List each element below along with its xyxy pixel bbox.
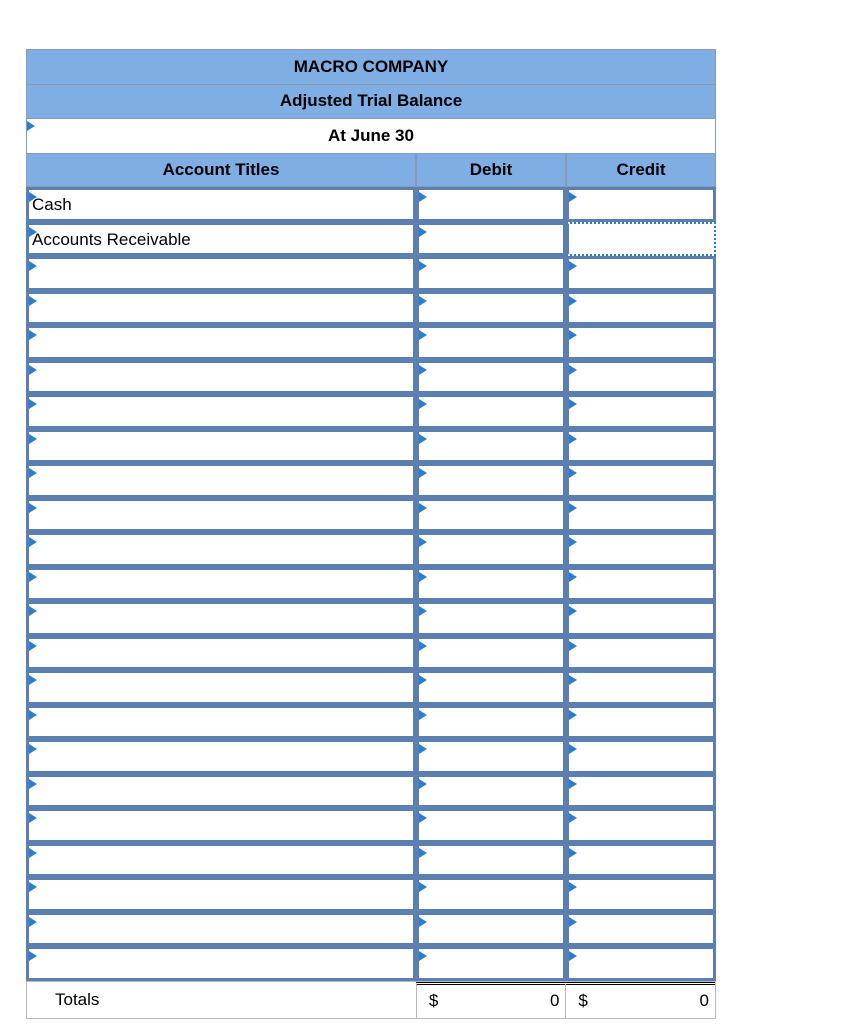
dropdown-arrow-icon bbox=[569, 813, 577, 823]
credit-cell[interactable] bbox=[566, 705, 716, 740]
dropdown-arrow-icon bbox=[569, 675, 577, 685]
dropdown-arrow-icon bbox=[569, 606, 577, 616]
table-row bbox=[26, 636, 716, 671]
dropdown-arrow-icon bbox=[29, 848, 37, 858]
statement-date bbox=[26, 118, 716, 153]
account-cell[interactable] bbox=[26, 877, 416, 912]
table-row bbox=[26, 567, 716, 602]
credit-cell[interactable] bbox=[566, 670, 716, 705]
dropdown-arrow-icon bbox=[29, 572, 37, 582]
account-titles-header: Account Titles bbox=[26, 153, 416, 188]
dropdown-arrow-icon bbox=[419, 813, 427, 823]
debit-cell[interactable] bbox=[416, 843, 566, 878]
credit-cell[interactable] bbox=[566, 601, 716, 636]
dropdown-arrow-icon bbox=[569, 330, 577, 340]
dropdown-arrow-icon bbox=[419, 882, 427, 892]
debit-cell[interactable] bbox=[416, 429, 566, 464]
table-row bbox=[26, 360, 716, 395]
credit-cell[interactable] bbox=[566, 394, 716, 429]
account-cell[interactable] bbox=[26, 946, 416, 981]
debit-cell[interactable] bbox=[416, 877, 566, 912]
trial-balance-sheet bbox=[26, 49, 716, 1019]
dropdown-arrow-icon bbox=[419, 227, 427, 237]
credit-cell[interactable] bbox=[566, 463, 716, 498]
credit-total-value: 0 bbox=[699, 991, 709, 1010]
dropdown-arrow-icon bbox=[29, 468, 37, 478]
dropdown-arrow-icon bbox=[29, 917, 37, 927]
debit-cell[interactable] bbox=[416, 187, 566, 222]
table-row bbox=[26, 912, 716, 947]
dropdown-arrow-icon bbox=[569, 572, 577, 582]
dropdown-arrow-icon bbox=[419, 641, 427, 651]
debit-cell[interactable] bbox=[416, 291, 566, 326]
debit-total-currency: $ bbox=[428, 991, 439, 1010]
debit-cell[interactable] bbox=[416, 808, 566, 843]
dropdown-arrow-icon bbox=[29, 261, 37, 271]
debit-cell[interactable] bbox=[416, 222, 566, 257]
table-row bbox=[26, 739, 716, 774]
dropdown-arrow-icon bbox=[419, 434, 427, 444]
dropdown-arrow-icon bbox=[419, 468, 427, 478]
dropdown-arrow-icon bbox=[569, 365, 577, 375]
dropdown-arrow-icon bbox=[419, 917, 427, 927]
dropdown-arrow-icon bbox=[419, 744, 427, 754]
dropdown-arrow-icon bbox=[419, 606, 427, 616]
table-row bbox=[26, 256, 716, 291]
dropdown-arrow-icon bbox=[569, 399, 577, 409]
credit-cell[interactable] bbox=[566, 429, 716, 464]
credit-cell[interactable] bbox=[566, 739, 716, 774]
dropdown-arrow-icon bbox=[569, 192, 577, 202]
debit-cell[interactable] bbox=[416, 670, 566, 705]
debit-total-value: 0 bbox=[549, 991, 560, 1010]
dropdown-arrow-icon bbox=[29, 744, 37, 754]
credit-cell[interactable] bbox=[566, 774, 716, 809]
dropdown-arrow-icon bbox=[419, 572, 427, 582]
account-value: Accounts Receivable bbox=[32, 229, 191, 249]
credit-cell[interactable] bbox=[566, 877, 716, 912]
dropdown-arrow-icon bbox=[419, 261, 427, 271]
table-row bbox=[26, 670, 716, 705]
dropdown-arrow-icon bbox=[29, 537, 37, 547]
debit-cell[interactable] bbox=[416, 360, 566, 395]
account-cell[interactable] bbox=[26, 636, 416, 671]
dropdown-arrow-icon bbox=[419, 365, 427, 375]
table-row bbox=[26, 394, 716, 429]
debit-cell[interactable] bbox=[416, 739, 566, 774]
column-header-row bbox=[26, 153, 716, 188]
account-cell[interactable] bbox=[26, 222, 416, 257]
table-row bbox=[26, 774, 716, 809]
account-cell[interactable] bbox=[26, 325, 416, 360]
table-row bbox=[26, 498, 716, 533]
dropdown-arrow-icon bbox=[29, 399, 37, 409]
credit-cell[interactable] bbox=[566, 256, 716, 291]
dropdown-arrow-icon bbox=[419, 779, 427, 789]
account-cell[interactable] bbox=[26, 463, 416, 498]
debit-cell[interactable] bbox=[416, 256, 566, 291]
totals-row bbox=[26, 981, 716, 1019]
credit-cell[interactable] bbox=[566, 360, 716, 395]
debit-cell[interactable] bbox=[416, 532, 566, 567]
account-cell[interactable] bbox=[26, 912, 416, 947]
dropdown-arrow-icon bbox=[569, 710, 577, 720]
account-cell[interactable] bbox=[26, 843, 416, 878]
debit-cell[interactable] bbox=[416, 463, 566, 498]
debit-cell[interactable] bbox=[416, 567, 566, 602]
dropdown-arrow-icon bbox=[419, 503, 427, 513]
dropdown-arrow-icon bbox=[569, 779, 577, 789]
table-row bbox=[26, 843, 716, 878]
account-cell[interactable] bbox=[26, 774, 416, 809]
debit-cell[interactable] bbox=[416, 912, 566, 947]
dropdown-arrow-icon bbox=[569, 296, 577, 306]
dropdown-arrow-icon bbox=[29, 641, 37, 651]
dropdown-arrow-icon bbox=[569, 537, 577, 547]
table-row bbox=[26, 877, 716, 912]
dropdown-arrow-icon bbox=[29, 882, 37, 892]
table-row bbox=[26, 705, 716, 740]
totals-label: Totals bbox=[55, 989, 100, 1009]
account-cell[interactable] bbox=[26, 394, 416, 429]
dropdown-arrow-icon bbox=[419, 537, 427, 547]
dropdown-arrow-icon bbox=[29, 710, 37, 720]
company-name: MACRO COMPANY bbox=[26, 49, 716, 84]
dropdown-arrow-icon bbox=[419, 710, 427, 720]
dropdown-arrow-icon bbox=[419, 675, 427, 685]
dropdown-arrow-icon bbox=[569, 503, 577, 513]
debit-cell[interactable] bbox=[416, 946, 566, 981]
credit-cell[interactable] bbox=[566, 636, 716, 671]
account-cell[interactable] bbox=[26, 429, 416, 464]
debit-total bbox=[416, 982, 566, 1018]
credit-cell[interactable] bbox=[566, 567, 716, 602]
table-row bbox=[26, 463, 716, 498]
dropdown-arrow-icon bbox=[419, 951, 427, 961]
dropdown-arrow-icon bbox=[29, 813, 37, 823]
credit-cell[interactable] bbox=[566, 843, 716, 878]
debit-header: Debit bbox=[416, 153, 566, 188]
dropdown-arrow-icon bbox=[569, 261, 577, 271]
table-row bbox=[26, 325, 716, 360]
credit-cell[interactable] bbox=[566, 187, 716, 222]
dropdown-arrow-icon bbox=[569, 744, 577, 754]
table-row bbox=[26, 601, 716, 636]
credit-cell[interactable] bbox=[566, 325, 716, 360]
debit-cell[interactable] bbox=[416, 498, 566, 533]
table-row bbox=[26, 532, 716, 567]
account-value: Cash bbox=[32, 195, 72, 214]
dropdown-arrow-icon bbox=[29, 606, 37, 616]
debit-cell[interactable] bbox=[416, 774, 566, 809]
debit-cell[interactable] bbox=[416, 601, 566, 636]
dropdown-arrow-icon bbox=[29, 675, 37, 685]
account-cell[interactable] bbox=[26, 532, 416, 567]
dropdown-arrow-icon bbox=[29, 365, 37, 375]
dropdown-arrow-icon bbox=[29, 330, 37, 340]
dropdown-arrow-icon bbox=[419, 192, 427, 202]
account-cell[interactable] bbox=[26, 808, 416, 843]
account-cell[interactable] bbox=[26, 360, 416, 395]
credit-cell[interactable] bbox=[566, 222, 716, 257]
dropdown-arrow-icon bbox=[569, 917, 577, 927]
dropdown-arrow-icon bbox=[29, 951, 37, 961]
table-body bbox=[26, 187, 716, 981]
table-row bbox=[26, 291, 716, 326]
credit-cell[interactable] bbox=[566, 946, 716, 981]
account-cell[interactable] bbox=[26, 187, 416, 222]
credit-total-currency: $ bbox=[578, 991, 588, 1010]
debit-cell[interactable] bbox=[416, 394, 566, 429]
statement-date-text: At June 30 bbox=[328, 125, 414, 145]
dropdown-arrow-icon bbox=[29, 503, 37, 513]
dropdown-arrow-icon bbox=[29, 779, 37, 789]
table-row bbox=[26, 946, 716, 981]
dropdown-arrow-icon bbox=[569, 951, 577, 961]
dropdown-arrow-icon bbox=[569, 641, 577, 651]
credit-header: Credit bbox=[566, 153, 716, 188]
debit-cell[interactable] bbox=[416, 325, 566, 360]
dropdown-arrow-icon bbox=[569, 848, 577, 858]
table-row bbox=[26, 222, 716, 257]
table-row bbox=[26, 187, 716, 222]
credit-cell[interactable] bbox=[566, 808, 716, 843]
dropdown-arrow-icon bbox=[419, 330, 427, 340]
credit-total bbox=[565, 982, 715, 1018]
dropdown-arrow-icon bbox=[29, 434, 37, 444]
dropdown-arrow-icon bbox=[29, 296, 37, 306]
table-row bbox=[26, 808, 716, 843]
statement-title: Adjusted Trial Balance bbox=[26, 84, 716, 119]
credit-cell[interactable] bbox=[566, 532, 716, 567]
dropdown-arrow-icon bbox=[569, 882, 577, 892]
dropdown-arrow-icon bbox=[419, 848, 427, 858]
debit-cell[interactable] bbox=[416, 636, 566, 671]
debit-cell[interactable] bbox=[416, 705, 566, 740]
credit-cell[interactable] bbox=[566, 291, 716, 326]
credit-cell[interactable] bbox=[566, 912, 716, 947]
account-cell[interactable] bbox=[26, 291, 416, 326]
dropdown-arrow-icon bbox=[569, 468, 577, 478]
credit-cell[interactable] bbox=[566, 498, 716, 533]
account-cell[interactable] bbox=[26, 567, 416, 602]
account-cell[interactable] bbox=[26, 670, 416, 705]
account-cell[interactable] bbox=[26, 705, 416, 740]
account-cell[interactable] bbox=[26, 256, 416, 291]
account-cell[interactable] bbox=[26, 739, 416, 774]
dropdown-arrow-icon bbox=[27, 121, 35, 131]
table-row bbox=[26, 429, 716, 464]
dropdown-arrow-icon bbox=[569, 434, 577, 444]
dropdown-arrow-icon bbox=[419, 296, 427, 306]
account-cell[interactable] bbox=[26, 498, 416, 533]
account-cell[interactable] bbox=[26, 601, 416, 636]
dropdown-arrow-icon bbox=[419, 399, 427, 409]
